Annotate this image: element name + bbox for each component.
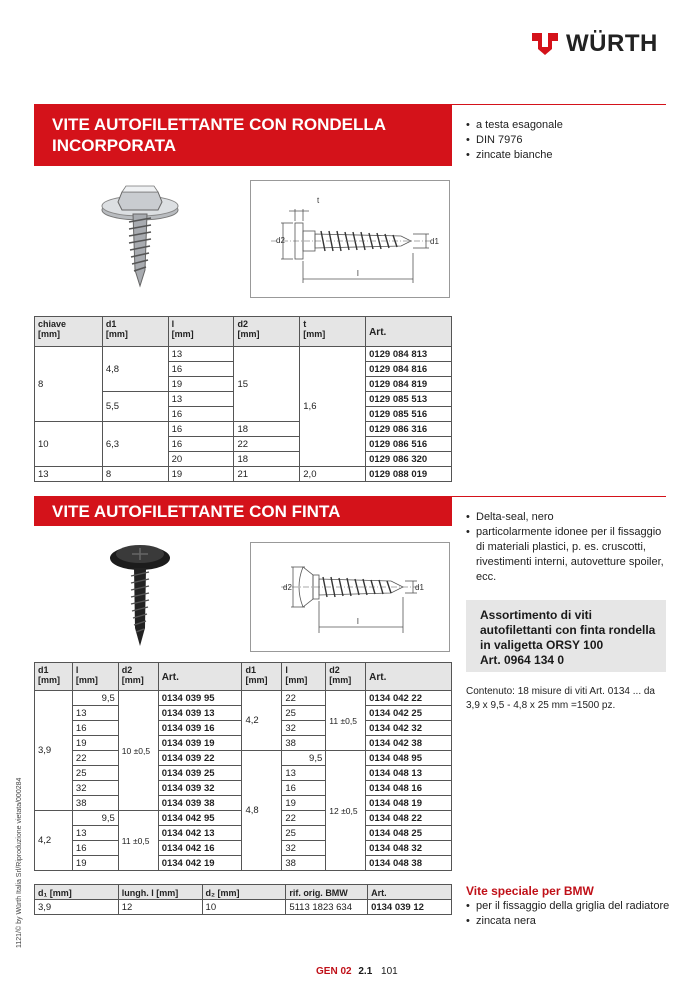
list-item: • zincata nera [466,914,670,929]
table-row: 19 0129 084 819 [35,377,452,392]
bmw-table [34,884,452,915]
label-l: l [357,269,359,278]
col-header-length: lungh. l [mm] [118,885,202,900]
col-header-d2: d2 [mm] [118,663,158,691]
col-header-art: Art. [368,885,452,900]
section2-table [34,662,452,871]
col-header-d2: d2 [mm] [234,317,300,347]
col-header-d2: d₂ [mm] [202,885,286,900]
bmw-title: Vite speciale per BMW [466,884,594,898]
table-row: 3,9 12 10 5113 1823 634 0134 039 12 [35,900,452,915]
label-d1: d1 [415,583,424,592]
label-t: t [317,196,320,205]
table-row: 19 0134 042 19 38 0134 048 38 [35,856,452,871]
table-row: 16 0134 042 16 32 0134 048 32 [35,841,452,856]
table-row: 10 6,3 16 18 0129 086 316 [35,422,452,437]
table-row: 16 0129 084 816 [35,362,452,377]
table-row: 8 4,8 13 15 1,6 0129 084 813 [35,347,452,362]
footer-chapter: 2.1 [358,966,373,977]
wurth-logo-icon [530,31,560,57]
assortment-contents: Contenuto: 18 misure di viti Art. 0134 ... da 3,9 x 9,5 - 4,8 x 25 mm =1500 pz. [466,686,655,711]
screw-photo-hex-washer [100,182,180,292]
col-header-d1: d1 [mm] [35,663,73,691]
col-header-art: Art. [158,663,242,691]
table-row: 16 0129 085 516 [35,407,452,422]
list-item: • DIN 7976 [466,133,666,148]
table-row: 22 0134 039 22 4,8 9,5 12 ±0,5 0134 048 95 [35,751,452,766]
wurth-logo [530,28,670,60]
section2-title: VITE AUTOFILETTANTE CON FINTA RONDELLA [34,496,452,526]
table-row: 13 0134 042 13 25 0134 048 25 [35,826,452,841]
table-row: 4,2 9,5 11 ±0,5 0134 042 95 22 0134 048 22 [35,811,452,826]
section1-title: VITE AUTOFILETTANTE CON RONDELLA INCORPORATA [34,104,452,166]
col-header-l: l [mm] [282,663,326,691]
page-footer [316,966,398,977]
section1-bullets [466,118,666,163]
label-l: l [357,617,359,626]
technical-drawing-2 [250,542,450,652]
col-header-d2: d2 [mm] [326,663,366,691]
col-header-d1: d₁ [mm] [35,885,119,900]
table-row: 5,5 13 0129 085 513 [35,392,452,407]
table-row: 16 0134 039 16 32 0134 042 32 [35,721,452,736]
table-row: 13 0134 039 13 25 0134 042 25 [35,706,452,721]
list-item: • Delta-seal, nero [466,510,670,525]
col-header-d1: d1 [mm] [102,317,168,347]
list-item: • zincate bianche [466,148,666,163]
bmw-bullets [466,899,670,929]
col-header-chiave: chiave [mm] [35,317,103,347]
col-header-art: Art. [366,663,452,691]
list-item: • a testa esagonale [466,118,666,133]
table-row: 19 0134 039 19 38 0134 042 38 [35,736,452,751]
col-header-art: Art. [366,317,452,347]
section2-bullets [466,510,670,585]
label-d2: d2 [283,583,292,592]
col-header-l: l [mm] [168,317,234,347]
page-number: 101 [381,966,398,977]
footer-section: GEN 02 [316,966,352,977]
col-header-t: t [mm] [300,317,366,347]
table-row: 20 18 0129 086 320 [35,452,452,467]
copyright-side-text: 1121/© by Würth Italia Srl/Riproduzione vietata/000284 [16,777,23,948]
list-item: • per il fissaggio della griglia del radiatore [466,899,670,914]
col-header-bmw-ref: rif. orig. BMW [286,885,368,900]
table-row: 16 22 0129 086 516 [35,437,452,452]
divider-line [452,104,666,105]
col-header-l: l [mm] [72,663,118,691]
technical-drawing-1 [250,180,450,298]
label-d2: d2 [276,236,285,245]
label-d1: d1 [430,237,439,246]
table-row: 13 8 19 21 2,0 0129 088 019 [35,467,452,482]
screw-photo-black-flange [108,542,172,650]
table-row: 25 0134 039 25 13 0134 048 13 [35,766,452,781]
col-header-d1: d1 [mm] [242,663,282,691]
brand-name: WÜRTH [566,30,658,57]
table-row: 38 0134 039 38 19 0134 048 19 [35,796,452,811]
table-row: 32 0134 039 32 16 0134 048 16 [35,781,452,796]
assortment-box: Assortimento di viti autofilettanti con finta rondella in valigetta ORSY 100 Art. 0964 134 0 [466,600,666,672]
list-item: • particolarmente idonee per il fissaggio di materiali plastici, p. es. cruscotti, rivestimenti interni, autovetture spoiler, ecc. [466,525,670,585]
divider-line [452,496,666,497]
section1-table [34,316,452,482]
table-row: 3,9 9,5 10 ±0,5 0134 039 95 4,2 22 11 ±0,5 0134 042 22 [35,691,452,706]
